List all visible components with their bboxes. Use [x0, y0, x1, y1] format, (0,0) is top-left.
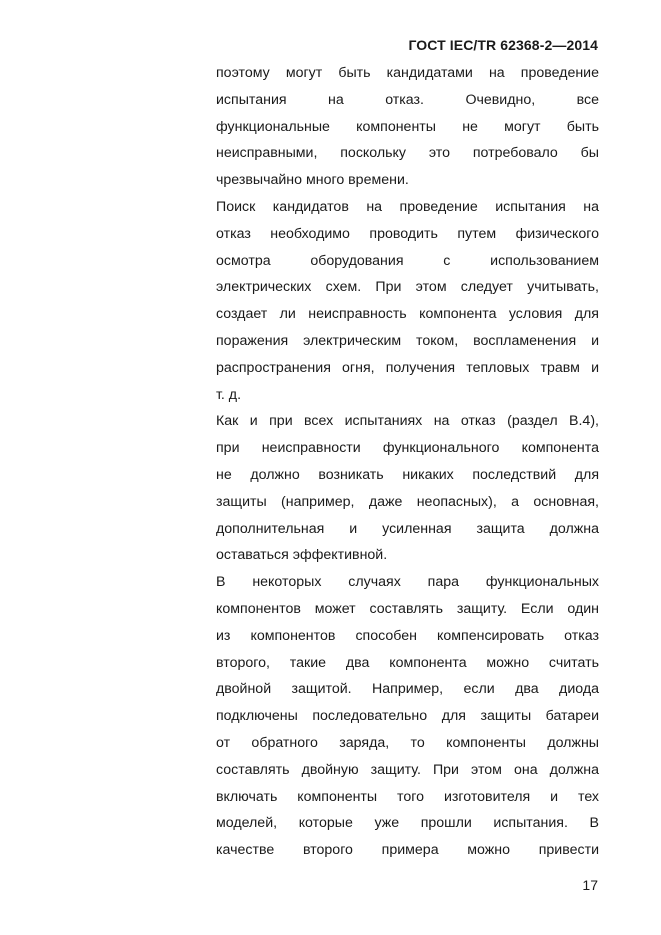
- text-line: двойной защитой. Например, если два диода: [216, 681, 599, 698]
- text-line: не должно возникать никаких последствий для: [216, 466, 599, 483]
- text-line: чрезвычайно много времени.: [216, 172, 409, 189]
- text-line: составлять двойную защиту. При этом она должна: [216, 761, 599, 778]
- page-number: 17: [582, 877, 598, 893]
- text-line: защиты (например, даже неопасных), а основная,: [216, 493, 599, 510]
- text-line: поражения электрическим током, воспламенения и: [216, 332, 599, 349]
- paragraph: [216, 569, 599, 864]
- text-line: Поиск кандидатов на проведение испытания на: [216, 198, 599, 215]
- text-line: Как и при всех испытаниях на отказ (раздел В.4),: [216, 413, 599, 430]
- text-line: отказ необходимо проводить путем физического: [216, 225, 599, 242]
- paragraph: [216, 408, 599, 569]
- text-line: компонентов может составлять защиту. Если один: [216, 600, 599, 617]
- text-line: оставаться эффективной.: [216, 547, 388, 564]
- text-line: от обратного заряда, то компоненты должны: [216, 734, 599, 751]
- text-line: В некоторых случаях пара функциональных: [216, 574, 599, 591]
- text-line: распространения огня, получения тепловых травм и: [216, 359, 599, 376]
- text-line: создает ли неисправность компонента условия для: [216, 306, 599, 323]
- text-line: из компонентов способен компенсировать отказ: [216, 627, 599, 644]
- text-line: включать компоненты того изготовителя и тех: [216, 788, 599, 805]
- body-text: [216, 60, 599, 864]
- text-line: поэтому могут быть кандидатами на проведение: [216, 65, 599, 81]
- text-line: неисправными, поскольку это потребовало бы: [216, 145, 599, 162]
- paragraph: [216, 194, 599, 408]
- text-line: функциональные компоненты не могут быть: [216, 118, 599, 135]
- text-line: осмотра оборудования с использованием: [216, 252, 599, 269]
- text-line: т. д.: [216, 386, 242, 403]
- text-line: при неисправности функционального компонента: [216, 440, 599, 457]
- text-line: подключены последовательно для защиты батареи: [216, 708, 599, 725]
- document-header: ГОСТ IEC/TR 62368-2—2014: [408, 37, 598, 53]
- text-line: испытания на отказ. Очевидно, все: [216, 91, 599, 108]
- text-line: качестве второго примера можно привести: [216, 842, 599, 859]
- text-line: дополнительная и усиленная защита должна: [216, 520, 599, 537]
- text-line: моделей, которые уже прошли испытания. В: [216, 815, 599, 832]
- paragraph: [216, 60, 599, 194]
- text-line: второго, такие два компонента можно считать: [216, 654, 599, 671]
- text-line: электрических схем. При этом следует учитывать,: [216, 279, 599, 296]
